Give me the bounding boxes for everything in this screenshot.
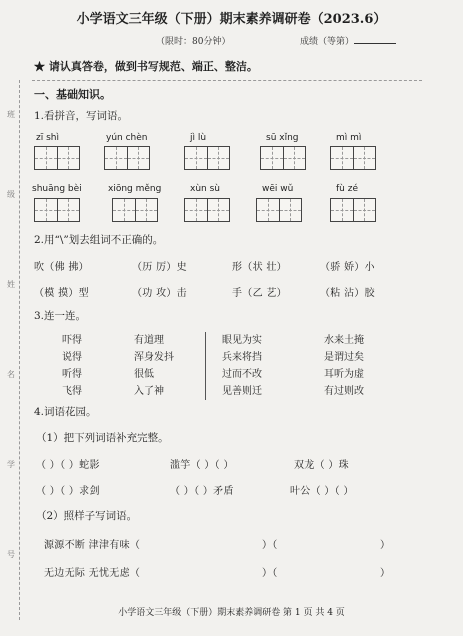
match-item[interactable]: 飞得: [62, 386, 82, 397]
match-item[interactable]: 水来土掩: [324, 335, 364, 346]
binding-label: 名: [7, 370, 15, 379]
binding-label: 号: [7, 550, 15, 559]
match-item[interactable]: 耳听为虚: [324, 369, 364, 380]
fill-blank[interactable]: 叶公（ ）（ ）: [290, 486, 354, 497]
writing-grid[interactable]: [330, 198, 376, 222]
page-title: 小学语文三年级（下册）期末素养调研卷（2023.6）: [76, 12, 387, 27]
match-item[interactable]: 有过则改: [324, 386, 364, 397]
notice-text: 请认真答卷，做到书写规范、端正、整洁。: [48, 60, 258, 73]
pinyin: mì mì: [336, 133, 362, 143]
writing-grid[interactable]: [330, 146, 376, 170]
example-text: 源源不断 津津有味（: [44, 540, 141, 551]
match-item[interactable]: 说得: [62, 352, 82, 363]
match-item[interactable]: 过而不改: [222, 369, 262, 380]
match-divider: [205, 332, 206, 400]
example-text: 无边无际 无忧无虑（: [44, 568, 141, 579]
notice: [34, 58, 258, 74]
writing-grid[interactable]: [256, 198, 302, 222]
question-4-label: 4.词语花园。: [34, 406, 97, 418]
match-item[interactable]: 听得: [62, 369, 82, 380]
answer-blank[interactable]: ）（: [262, 568, 278, 579]
page-footer: 小学语文三年级（下册）期末素养调研卷 第 1 页 共 4 页: [118, 608, 345, 618]
word-option[interactable]: （粘 沾）胶: [320, 288, 375, 299]
writing-grid[interactable]: [104, 146, 150, 170]
fill-blank[interactable]: 滥竽（ ）（ ）: [170, 460, 234, 471]
writing-grid[interactable]: [34, 146, 80, 170]
score-field[interactable]: [300, 34, 396, 47]
writing-grid[interactable]: [184, 146, 230, 170]
answer-blank[interactable]: ）: [380, 540, 391, 551]
pinyin: jì lù: [190, 133, 207, 143]
match-item[interactable]: 吓得: [62, 335, 82, 346]
writing-grid[interactable]: [184, 198, 230, 222]
match-item[interactable]: 兵来将挡: [222, 352, 262, 363]
word-option[interactable]: 形（状 壮）: [232, 262, 287, 273]
word-option[interactable]: 手（乙 艺）: [232, 288, 287, 299]
match-item[interactable]: 入了神: [134, 386, 164, 397]
match-column-left-a: [62, 332, 82, 400]
match-column-left-b: [134, 332, 174, 400]
question-2-label: 2.用“\”划去组词不正确的。: [34, 234, 164, 246]
word-option[interactable]: （骄 娇）小: [320, 262, 375, 273]
binding-label: 班: [7, 110, 15, 119]
writing-grid[interactable]: [112, 198, 158, 222]
binding-label: 级: [7, 190, 15, 199]
pinyin: xiōng měng: [108, 184, 162, 194]
pinyin: fù zé: [336, 184, 358, 194]
divider-line: [32, 80, 422, 81]
pinyin: xùn sù: [190, 184, 220, 194]
score-label: 成绩（等第）: [300, 37, 355, 47]
star-icon: ★: [34, 60, 45, 73]
pinyin: wēi wǔ: [262, 184, 294, 194]
question-4-1-label: （1）把下列词语补充完整。: [36, 432, 169, 444]
pinyin: sū xǐng: [266, 133, 299, 143]
match-item[interactable]: 浑身发抖: [134, 352, 174, 363]
word-option[interactable]: （功 攻）击: [132, 288, 187, 299]
pinyin: shuāng bèi: [32, 184, 82, 194]
match-item[interactable]: 是谓过矣: [324, 352, 364, 363]
writing-grid[interactable]: [34, 198, 80, 222]
word-option[interactable]: 吹（佛 拂）: [34, 262, 89, 273]
match-column-right-b: [324, 332, 364, 400]
pinyin: zī shì: [36, 133, 59, 143]
match-item[interactable]: 很低: [134, 369, 154, 380]
section-title: 一、基础知识。: [34, 88, 111, 101]
pinyin: yún chèn: [106, 133, 148, 143]
binding-margin: [5, 80, 20, 620]
fill-blank[interactable]: （ ）（ ）求剑: [36, 486, 100, 497]
answer-blank[interactable]: ）: [380, 568, 391, 579]
fill-blank[interactable]: （ ）（ ）矛盾: [170, 486, 234, 497]
question-1-label: 1.看拼音，写词语。: [34, 110, 129, 122]
binding-label: 学: [7, 460, 15, 469]
binding-label: 姓: [7, 280, 15, 289]
word-option[interactable]: （模 摸）型: [34, 288, 89, 299]
word-option[interactable]: （历 厉）史: [132, 262, 187, 273]
answer-blank[interactable]: ）（: [262, 540, 278, 551]
time-limit: （限时：80分钟）: [156, 37, 231, 47]
score-blank[interactable]: [354, 34, 396, 44]
writing-grid[interactable]: [260, 146, 306, 170]
match-column-right-a: [222, 332, 262, 400]
fill-blank[interactable]: （ ）（ ）蛇影: [36, 460, 100, 471]
question-3-label: 3.连一连。: [34, 310, 87, 322]
fill-blank[interactable]: 双龙（ ）珠: [294, 460, 349, 471]
match-item[interactable]: 见善则迁: [222, 386, 262, 397]
question-4-2-label: （2）照样子写词语。: [36, 510, 138, 522]
match-item[interactable]: 眼见为实: [222, 335, 262, 346]
match-item[interactable]: 有道理: [134, 335, 164, 346]
